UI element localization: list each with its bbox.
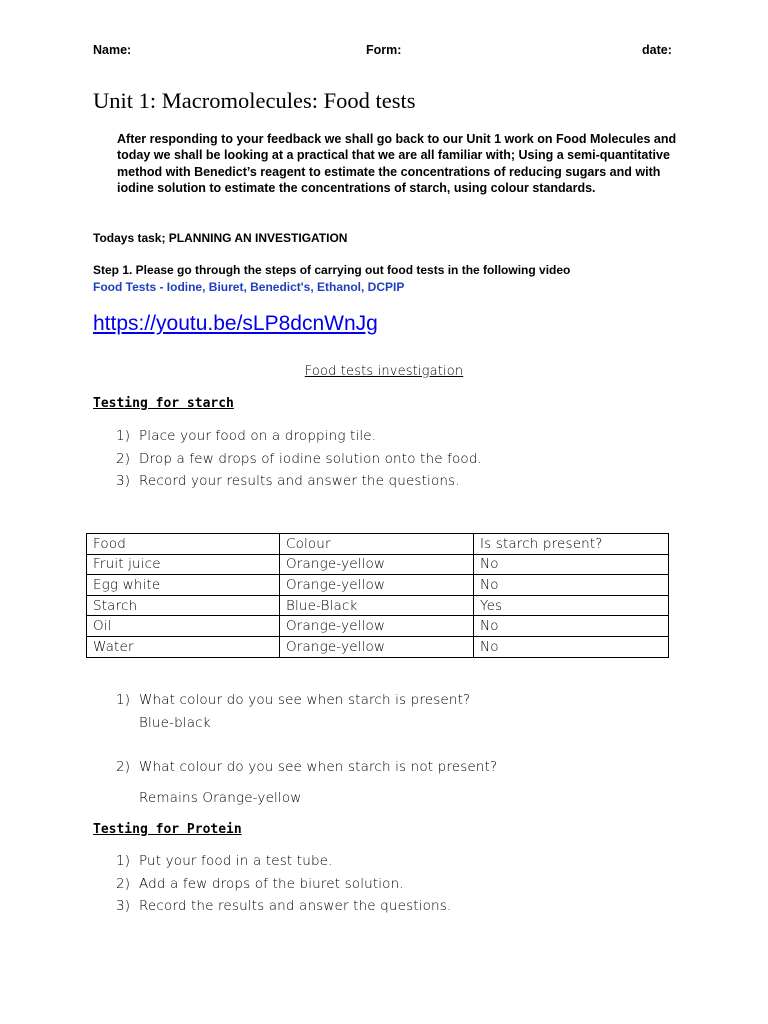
table-cell: Egg white: [87, 575, 280, 596]
starch-steps-list: [93, 425, 653, 493]
list-text: Put your food in a test tube.: [139, 853, 333, 869]
table-cell: No: [474, 554, 669, 575]
table-cell: No: [474, 636, 669, 657]
list-number: 3): [116, 898, 131, 914]
question-number: 1): [116, 692, 131, 708]
list-number: 3): [116, 473, 131, 489]
table-row: [87, 554, 669, 575]
list-text: Record the results and answer the questions.: [139, 898, 452, 914]
step1-line: Step 1. Please go through the steps of carrying out food tests in the following video: [93, 263, 571, 277]
table-cell: Yes: [474, 595, 669, 616]
protein-steps-list: [93, 850, 653, 918]
table-cell: Orange-yellow: [280, 575, 474, 596]
list-item: [93, 895, 653, 918]
table-header-cell: Is starch present?: [474, 534, 669, 555]
name-label: Name:: [93, 43, 132, 57]
list-item: [93, 425, 653, 448]
table-row: [87, 616, 669, 637]
list-item: [93, 873, 653, 896]
table-row: [87, 636, 669, 657]
answer-text: Blue-black: [139, 715, 211, 731]
table-cell: Blue-Black: [280, 595, 474, 616]
list-text: Add a few drops of the biuret solution.: [139, 875, 404, 892]
protein-heading: Testing for Protein: [93, 822, 242, 837]
intro-paragraph: After responding to your feedback we shall go back to our Unit 1 work on Food Molecules and today we shall be looking at a practical that we are all familiar with; Using a semi-quantitative method with Benedict’s reagent to estimate the concentrations of reducing sugars and with iodine solution to estimate the concentrations of starch, using colour standards.: [117, 132, 677, 195]
list-text: Drop a few drops of iodine solution onto the food.: [139, 450, 482, 467]
question-number: 2): [116, 759, 131, 775]
table-cell: Starch: [87, 595, 280, 616]
list-item: [93, 448, 653, 471]
question-text: What colour do you see when starch is not present?: [139, 759, 498, 775]
page-title: Unit 1: Macromolecules: Food tests: [93, 88, 416, 113]
table-cell: Orange-yellow: [280, 616, 474, 637]
form-label: Form:: [366, 43, 402, 57]
table-cell: No: [474, 575, 669, 596]
list-number: 2): [116, 450, 131, 467]
task-line: Todays task; PLANNING AN INVESTIGATION: [93, 231, 348, 245]
date-label: date:: [642, 43, 672, 57]
question-text: What colour do you see when starch is present?: [139, 692, 471, 708]
starch-heading: Testing for starch: [93, 396, 234, 411]
video-link[interactable]: Food Tests - Iodine, Biuret, Benedict's, Ethanol, DCPIP: [93, 280, 405, 294]
table-header-row: [87, 534, 669, 555]
investigation-title: Food tests investigation: [304, 364, 464, 379]
starch-results-table: [86, 533, 669, 658]
list-number: 1): [116, 853, 131, 869]
table-header-cell: Colour: [280, 534, 474, 555]
youtube-link[interactable]: https://youtu.be/sLP8dcnWnJg: [93, 312, 378, 335]
table-cell: Orange-yellow: [280, 554, 474, 575]
list-item: [93, 850, 653, 873]
table-header-cell: Food: [87, 534, 280, 555]
table-cell: Water: [87, 636, 280, 657]
list-number: 2): [116, 875, 131, 892]
table-cell: Fruit juice: [87, 554, 280, 575]
table-row: [87, 575, 669, 596]
answer-text: Remains Orange-yellow: [139, 790, 302, 806]
list-number: 1): [116, 428, 131, 444]
table-row: [87, 595, 669, 616]
table-cell: No: [474, 616, 669, 637]
list-text: Record your results and answer the questions.: [139, 473, 460, 489]
list-text: Place your food on a dropping tile.: [139, 428, 377, 444]
table-cell: Orange-yellow: [280, 636, 474, 657]
list-item: [93, 470, 653, 493]
table-cell: Oil: [87, 616, 280, 637]
